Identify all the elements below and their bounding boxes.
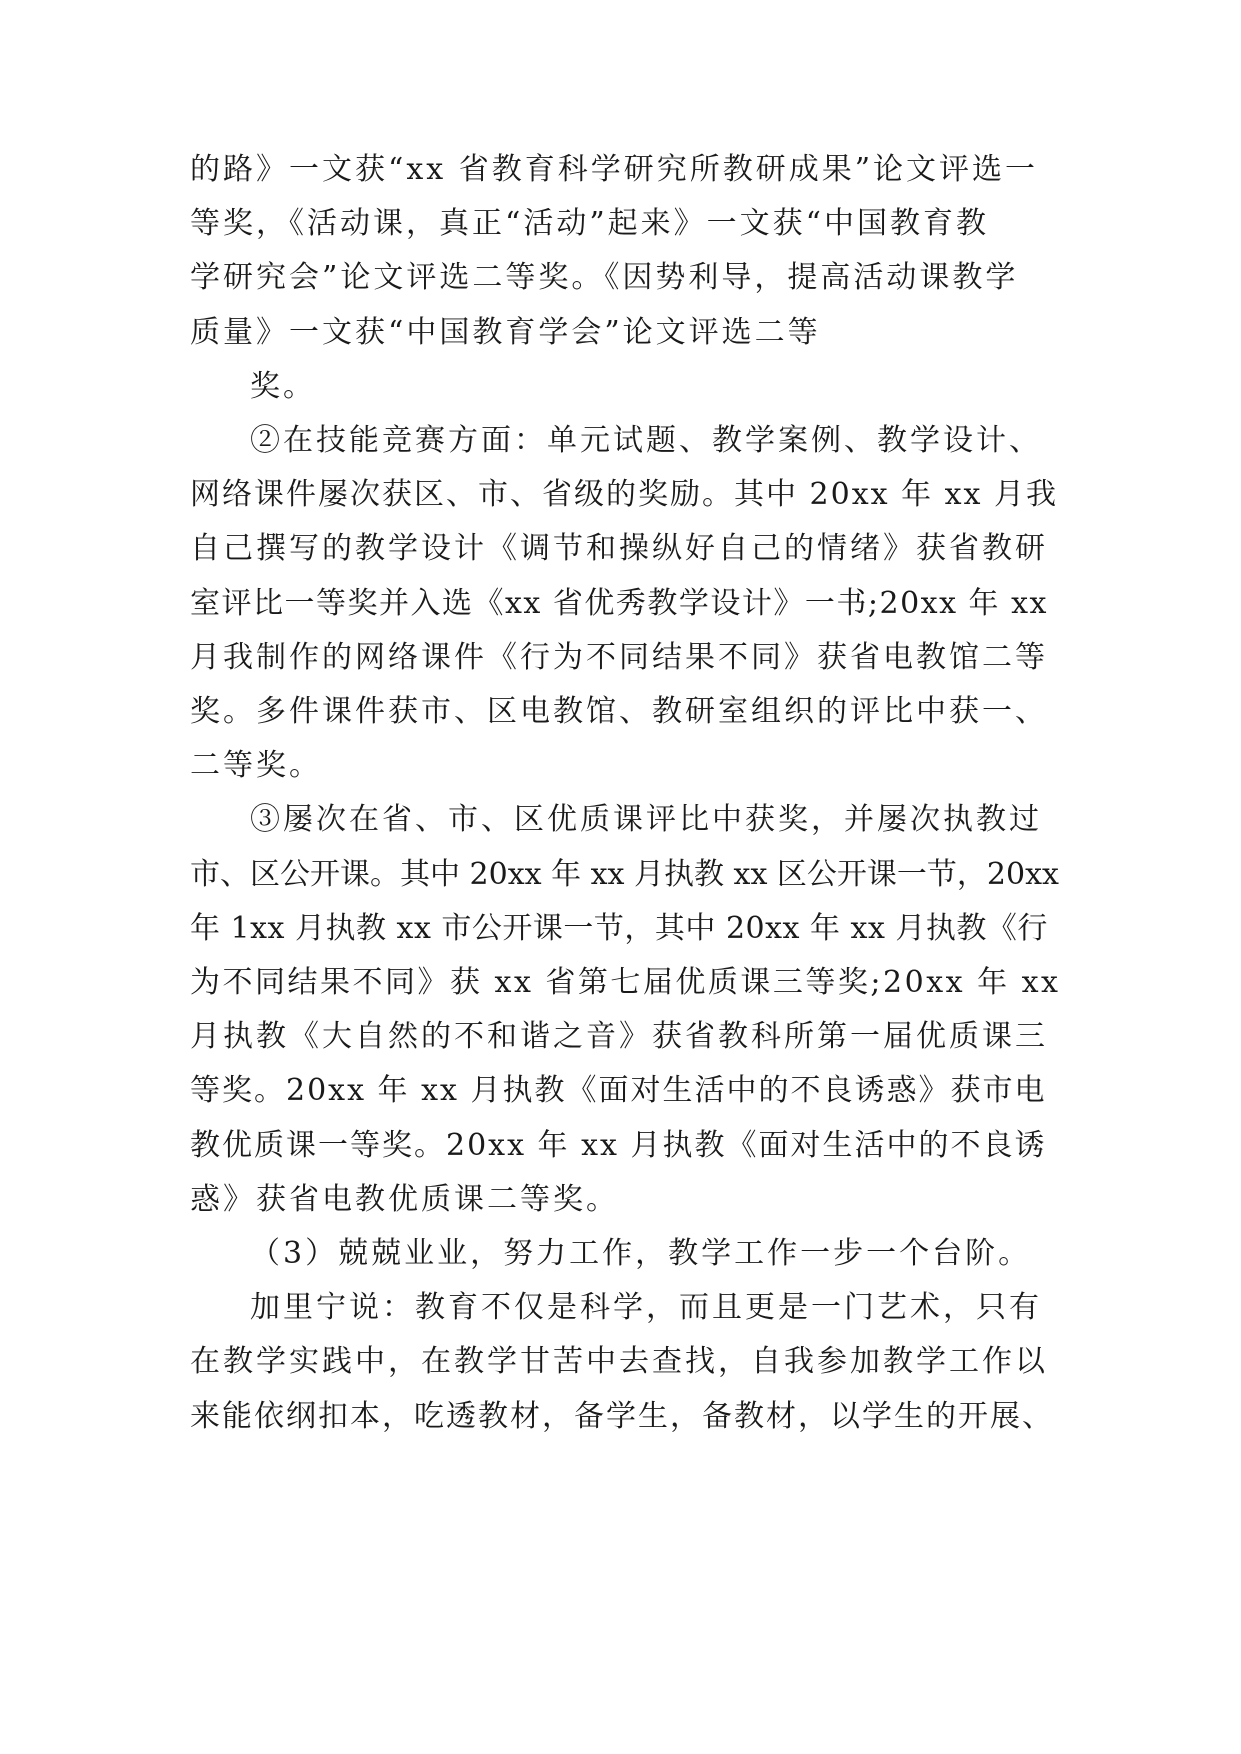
text-line: 室评比一等奖并入选《xx 省优秀教学设计》一书;20xx 年 xx [190, 585, 1048, 621]
text-line: 二等奖。 [190, 748, 322, 784]
text-line: 为不同结果不同》获 xx 省第七届优质课三等奖;20xx 年 xx [190, 965, 1061, 1000]
text-line: 奖。多件课件获市、区电教馆、教研室组织的评比中获一、 [190, 694, 1048, 729]
text-line: 市、区公开课。其中 20xx 年 xx 月执教 xx 区公开课一节，20xx [190, 856, 1059, 892]
text-line: 在教学实践中，在教学甘苦中去查找，自我参加教学工作以 [190, 1344, 1048, 1380]
text-line: ②在技能竞赛方面：单元试题、教学案例、教学设计、 [250, 423, 1042, 458]
text-line: 质量》一文获“中国教育学会”论文评选二等 [190, 314, 821, 350]
text-line: 教优质课一等奖。20xx 年 xx 月执教《面对生活中的不良诱 [190, 1127, 1047, 1163]
text-line: 网络课件屡次获区、市、省级的奖励。其中 20xx 年 xx 月我 [190, 477, 1058, 513]
text-line: 的路》一文获“xx 省教育科学研究所教研成果”论文评选一 [190, 152, 1039, 187]
text-line: ③屡次在省、市、区优质课评比中获奖，并屡次执教过 [250, 802, 1042, 838]
text-line: 学研究会”论文评选二等奖。《因势利导，提高活动课教学 [190, 260, 1019, 296]
text-line: 奖。 [250, 368, 316, 404]
text-line: 自己撰写的教学设计《调节和操纵好自己的情绪》获省教研 [190, 531, 1048, 567]
text-line: 等奖。20xx 年 xx 月执教《面对生活中的不良诱惑》获市电 [190, 1073, 1047, 1109]
text-line: 年 1xx 月执教 xx 市公开课一节，其中 20xx 年 xx 月执教《行 [190, 910, 1048, 946]
text-line: 来能依纲扣本，吃透教材，备学生，备教材，以学生的开展、 [190, 1398, 1054, 1434]
text-line: 惑》获省电教优质课二等奖。 [190, 1181, 619, 1217]
text-line: 加里宁说：教育不仅是科学，而且更是一门艺术，只有 [250, 1290, 1042, 1326]
text-line: （3）兢兢业业，努力工作，教学工作一步一个台阶。 [250, 1236, 1032, 1271]
text-line: 月执教《大自然的不和谐之音》获省教科所第一届优质课三 [190, 1019, 1048, 1055]
text-line: 等奖，《活动课，真正“活动”起来》一文获“中国教育教 [190, 206, 990, 242]
text-line: 月我制作的网络课件《行为不同结果不同》获省电教馆二等 [190, 639, 1048, 675]
